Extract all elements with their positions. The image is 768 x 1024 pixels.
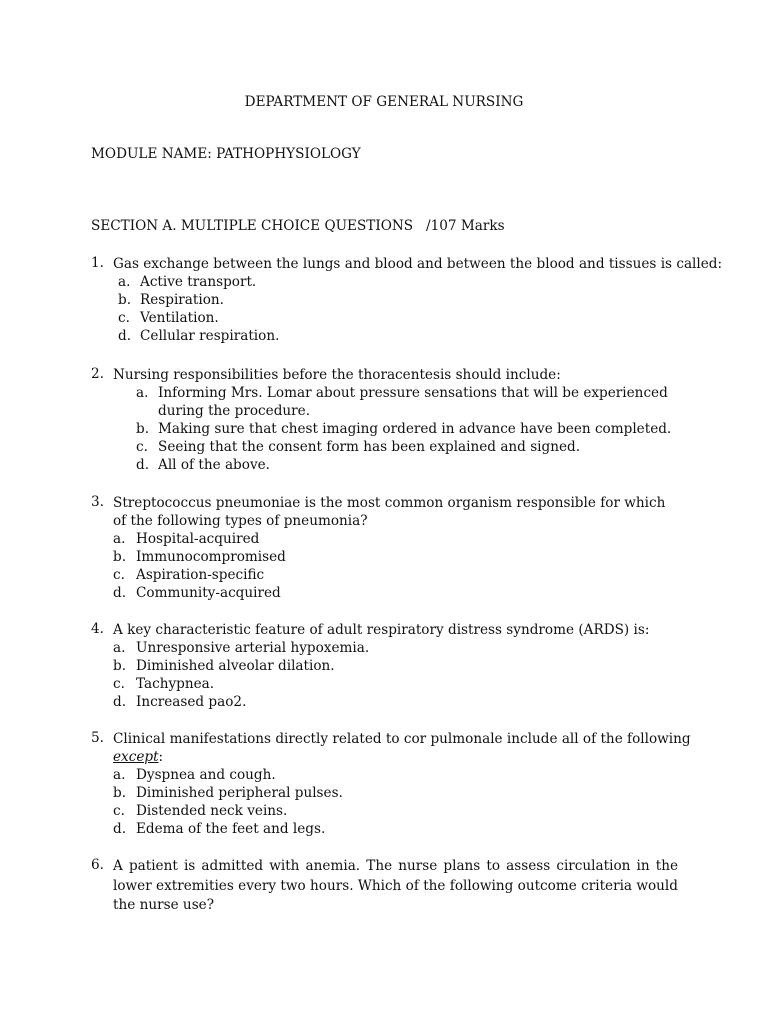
option: b. Diminished peripheral pulses. [113, 785, 343, 801]
question-number: 4. [91, 621, 104, 637]
option: a. Dyspnea and cough. [113, 767, 276, 783]
section-heading: SECTION A. MULTIPLE CHOICE QUESTIONS /107 Marks [91, 218, 505, 234]
option-letter: d. [136, 457, 150, 473]
question-text: Gas exchange between the lungs and blood and between the blood and tissues is called: [113, 256, 723, 272]
option: d. Community-acquired [113, 585, 281, 601]
option: d. Edema of the feet and legs. [113, 821, 326, 837]
question-text-continued: except: [113, 749, 164, 765]
department-heading: DEPARTMENT OF GENERAL NURSING [244, 94, 524, 110]
option: b. Diminished alveolar dilation. [113, 658, 335, 674]
option-text: Seeing that the consent form has been explained and signed. [158, 439, 581, 455]
option-letter: c. [136, 439, 148, 455]
option: a. Active transport. [118, 274, 257, 290]
option-text: Making sure that chest imaging ordered in advance have been completed. [158, 421, 672, 437]
option: c. Ventilation. [118, 310, 219, 326]
question-text: Streptococcus pneumoniae is the most common organism responsible for which of the following types of pneumonia? [113, 495, 666, 530]
option: a. Unresponsive arterial hypoxemia. [113, 640, 370, 656]
question-number: 2. [91, 366, 104, 382]
option: c. Distended neck veins. [113, 803, 288, 819]
option-text: Informing Mrs. Lomar about pressure sensations that will be experienced during the procedure. [158, 385, 668, 420]
option: d. Increased pao2. [113, 694, 247, 710]
option: c. Aspiration-specific [113, 567, 265, 583]
option: b. Immunocompromised [113, 549, 286, 565]
option-letter: b. [136, 421, 150, 437]
option: c. Tachypnea. [113, 676, 215, 692]
question-number: 1. [91, 255, 104, 271]
option-letter: a. [136, 385, 149, 401]
question-number: 3. [91, 494, 104, 510]
option-text: All of the above. [158, 457, 270, 473]
option: a. Hospital-acquired [113, 531, 260, 547]
question-text: Clinical manifestations directly related to cor pulmonale include all of the following [113, 731, 691, 747]
question-text: A patient is admitted with anemia. The nurse plans to assess circulation in the lower extremities every two hours. Which of the following outcome criteria would the nurse use? [113, 858, 678, 913]
question-number: 6. [91, 857, 104, 873]
question-number: 5. [91, 730, 104, 746]
option: d. Cellular respiration. [118, 328, 280, 344]
except-emphasis: except [113, 749, 159, 765]
option: b. Respiration. [118, 292, 224, 308]
module-name: MODULE NAME: PATHOPHYSIOLOGY [91, 146, 361, 162]
question-text: Nursing responsibilities before the thoracentesis should include: [113, 367, 561, 383]
question-text: A key characteristic feature of adult respiratory distress syndrome (ARDS) is: [113, 622, 650, 638]
